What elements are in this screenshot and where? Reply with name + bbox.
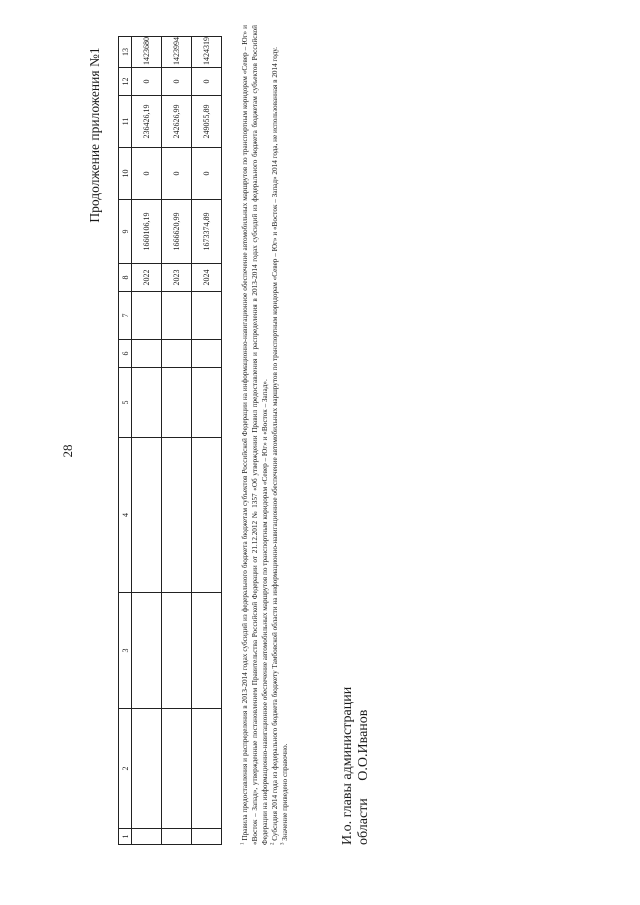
table-cell bbox=[162, 292, 192, 340]
table-cell bbox=[132, 829, 162, 845]
footnote-number: 3 bbox=[280, 842, 286, 845]
column-header: 8 bbox=[119, 264, 132, 292]
signature-region: области bbox=[356, 798, 371, 845]
table-cell bbox=[162, 438, 192, 593]
table-cell bbox=[162, 368, 192, 438]
table-cell: 1673374,89 bbox=[192, 200, 222, 264]
column-header: 1 bbox=[119, 829, 132, 845]
table-cell bbox=[132, 709, 162, 829]
footnote bbox=[270, 25, 280, 845]
table-header-row bbox=[119, 37, 132, 845]
column-header: 12 bbox=[119, 68, 132, 96]
table-cell: 1666620,99 bbox=[162, 200, 192, 264]
table-cell-year: 2023 bbox=[162, 264, 192, 292]
signature-name: О.О.Иванов bbox=[356, 709, 371, 781]
column-header: 6 bbox=[119, 340, 132, 368]
table-cell: 236426,19 bbox=[132, 96, 162, 148]
column-header: 4 bbox=[119, 438, 132, 593]
page-number: 28 bbox=[60, 444, 75, 458]
footnotes bbox=[240, 25, 290, 845]
table-cell bbox=[162, 829, 192, 845]
table-cell: 0 bbox=[192, 68, 222, 96]
column-header: 13 bbox=[119, 37, 132, 68]
table-cell: 0 bbox=[132, 148, 162, 200]
signature-block bbox=[340, 687, 372, 845]
table-cell: 1660106,19 bbox=[132, 200, 162, 264]
table-cell bbox=[132, 438, 162, 593]
table-cell bbox=[132, 340, 162, 368]
table-cell: 0 bbox=[162, 68, 192, 96]
data-table bbox=[118, 36, 222, 845]
table-cell bbox=[132, 292, 162, 340]
table-cell: 242626,99 bbox=[162, 96, 192, 148]
table-row bbox=[162, 37, 192, 845]
signature-title: И.о. главы администрации bbox=[340, 686, 355, 845]
column-header: 7 bbox=[119, 292, 132, 340]
footnote-number: 1 bbox=[240, 842, 246, 845]
column-header: 2 bbox=[119, 709, 132, 829]
table-cell: 1424319 bbox=[192, 37, 222, 68]
column-header: 5 bbox=[119, 368, 132, 438]
table-cell bbox=[192, 709, 222, 829]
table-cell: 1423994 bbox=[162, 37, 192, 68]
footnote-text: Значение приведено справочно. bbox=[281, 743, 289, 841]
table-cell bbox=[162, 709, 192, 829]
table-cell: 0 bbox=[162, 148, 192, 200]
footnote-number: 2 bbox=[270, 842, 276, 845]
table-cell: 1423680 bbox=[132, 37, 162, 68]
footnote-text: Субсидия 2014 года из федерального бюджета бюджету Тамбовской области на информационно-навигационное обеспечение автомобильных маршрутов по транспортным коридорам «Север – Юг» и «Восток – Запад» 2014 года, не использованная в 2014 году. bbox=[271, 47, 279, 841]
signature-line bbox=[356, 687, 372, 845]
table-cell bbox=[162, 340, 192, 368]
table-cell: 0 bbox=[192, 148, 222, 200]
table-cell bbox=[192, 593, 222, 709]
table-cell bbox=[192, 292, 222, 340]
column-header: 11 bbox=[119, 96, 132, 148]
table-cell: 0 bbox=[132, 68, 162, 96]
table-row bbox=[132, 37, 162, 845]
table-cell bbox=[132, 368, 162, 438]
column-header: 9 bbox=[119, 200, 132, 264]
table-cell bbox=[192, 340, 222, 368]
footnote-text: Правила предоставления и распределения в 2013-2014 годах субсидий из федерального бюджета бюджетам субъектов Российской Федерации на информационно-навигационное обеспечение автомобильных маршрутов по транспортным коридорам «Север – Юг» и «Восток – Запад», утвержденные постановлением Правительства Российской Федерации от 21.12.2012 № 1357 «Об утверждении Правил предоставления и распределения в 2013-2014 годах субсидий из федерального бюджета бюджетам субъектов Российской Федерации на информационно-навигационное обеспечение автомобильных маршрутов по транспортным коридорам «Север – Юг» и «Восток – Запад». bbox=[241, 24, 269, 845]
appendix-title: Продолжение приложения №1 bbox=[87, 47, 102, 223]
footnote bbox=[240, 25, 270, 845]
table-cell-year: 2024 bbox=[192, 264, 222, 292]
table-cell bbox=[192, 368, 222, 438]
table-cell bbox=[192, 438, 222, 593]
table-cell-year: 2022 bbox=[132, 264, 162, 292]
table-cell bbox=[132, 593, 162, 709]
table-cell bbox=[192, 829, 222, 845]
table-row bbox=[192, 37, 222, 845]
table-cell: 249055,89 bbox=[192, 96, 222, 148]
column-header: 10 bbox=[119, 148, 132, 200]
table-cell bbox=[162, 593, 192, 709]
column-header: 3 bbox=[119, 593, 132, 709]
footnote bbox=[280, 25, 290, 845]
